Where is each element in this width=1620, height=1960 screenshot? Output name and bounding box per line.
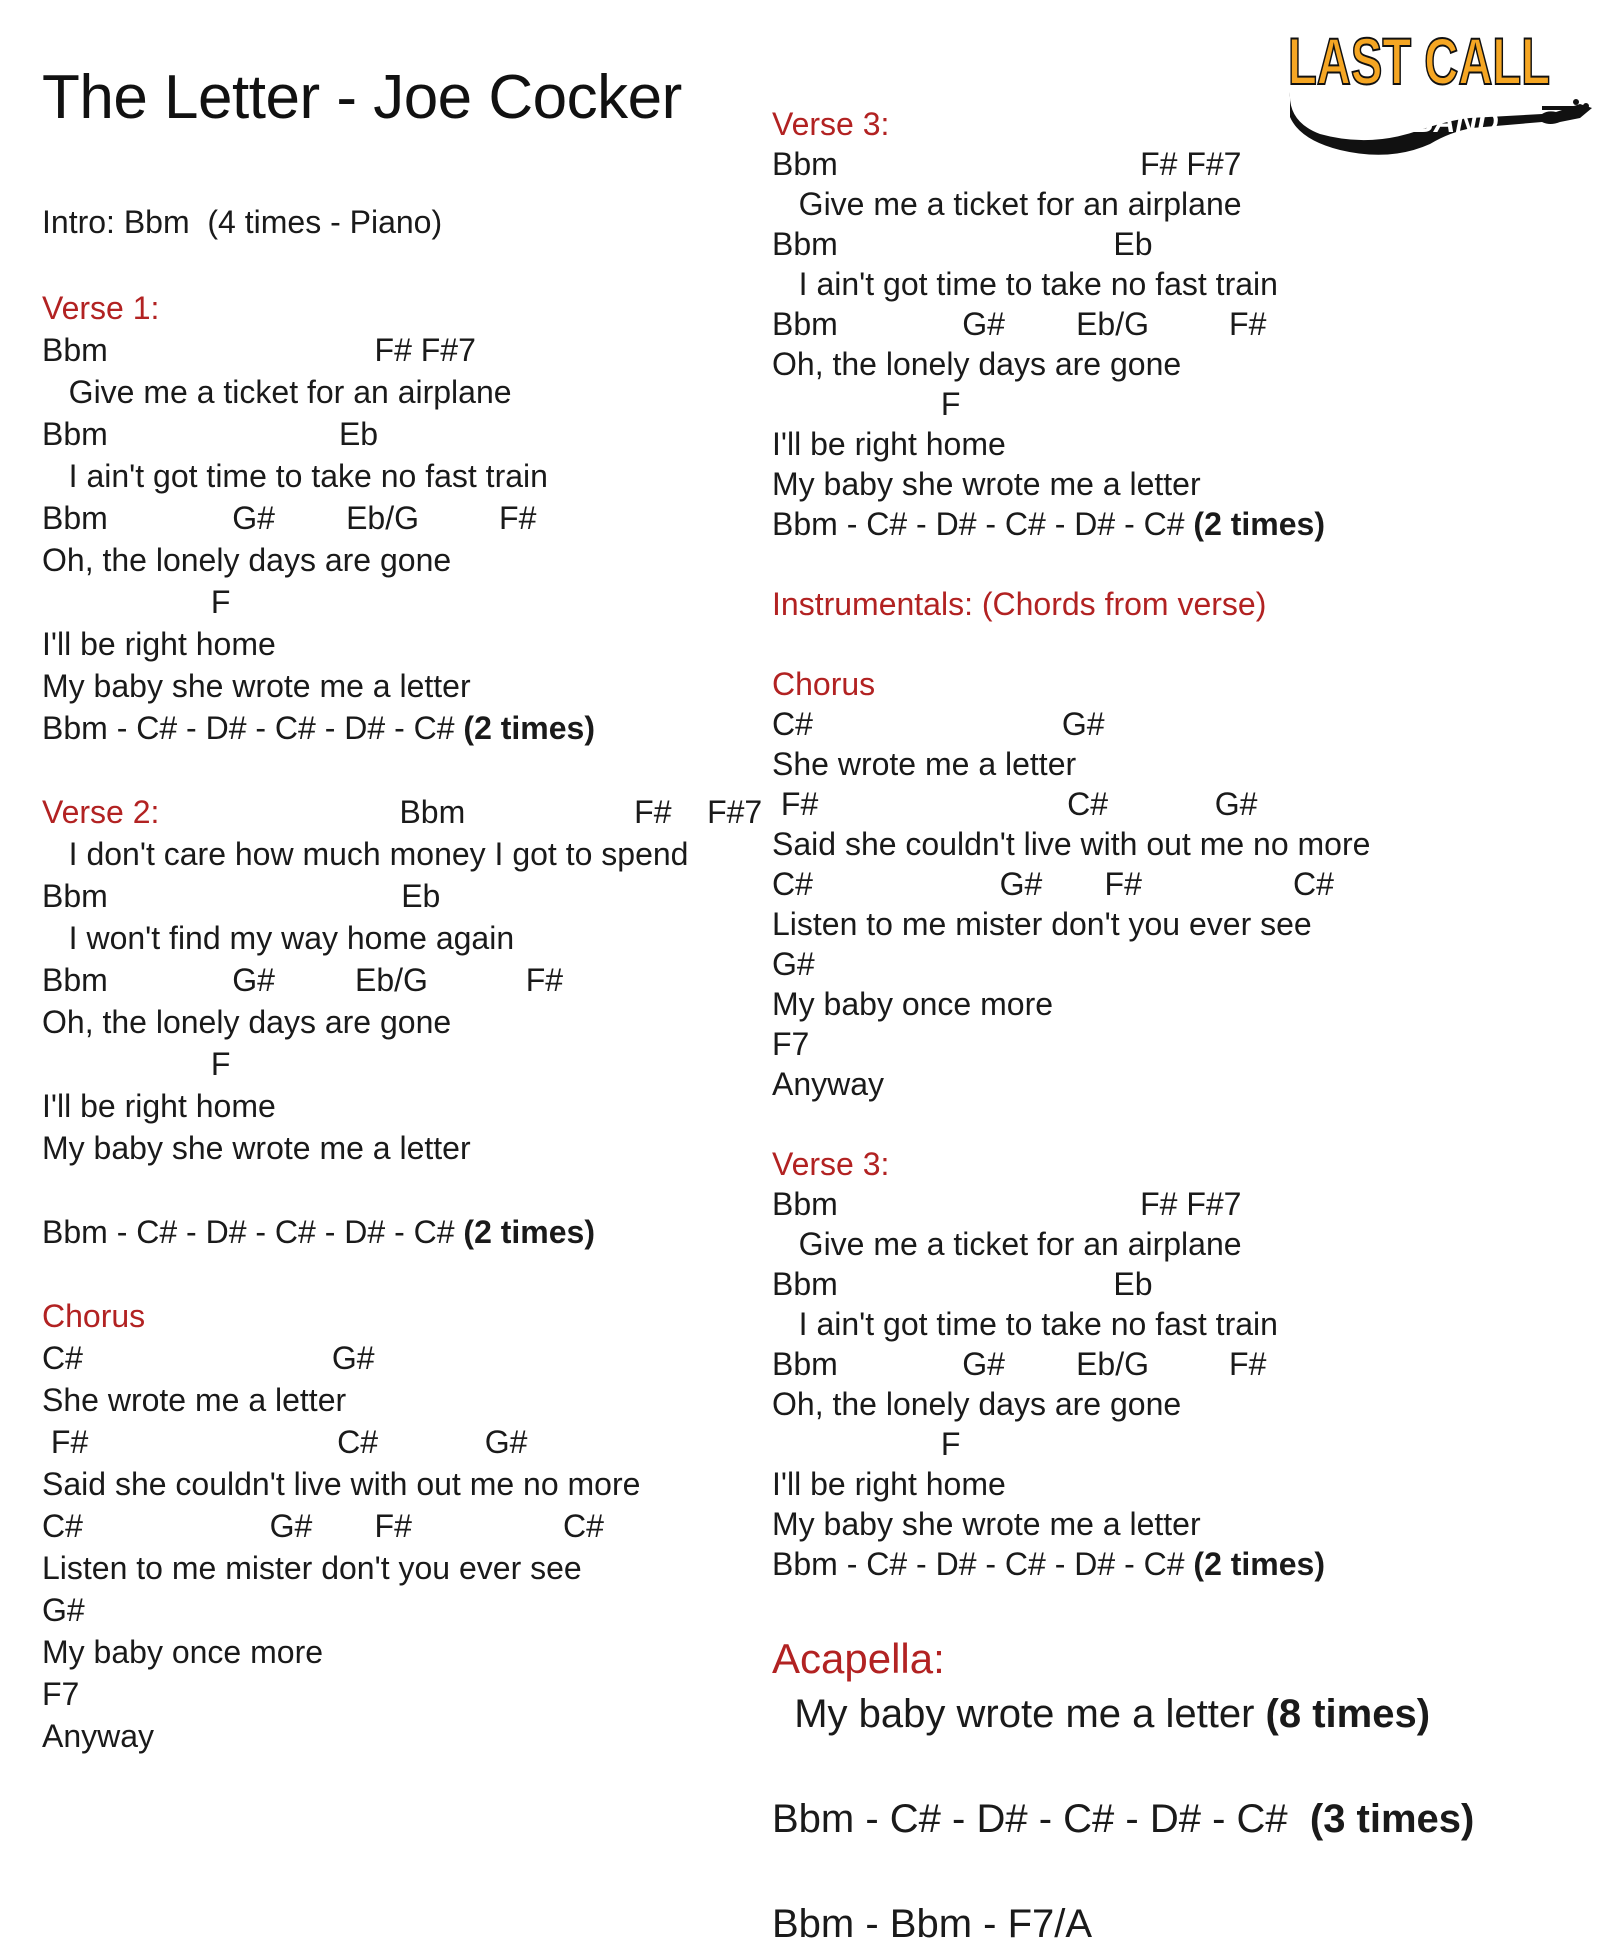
section-heading <box>772 1634 945 1684</box>
section-heading: Verse 2: <box>42 794 160 830</box>
section-heading <box>42 288 159 328</box>
line-text: Bbm - C# - D# - C# - D# - C# <box>772 1797 1310 1841</box>
line-text: My baby she wrote me a letter <box>772 1506 1201 1542</box>
line-text: Said she couldn't live with out me no more <box>42 1466 641 1502</box>
lyric-line <box>42 1506 604 1546</box>
line-text: F <box>772 1426 961 1462</box>
line-text: Bbm G# Eb/G F# <box>772 1346 1267 1382</box>
line-text: Bbm Eb <box>42 416 379 452</box>
lyric-line <box>772 144 1241 184</box>
line-text: My baby once more <box>772 986 1054 1022</box>
lyric-line <box>42 1674 79 1714</box>
line-text: C# G# <box>42 1340 375 1376</box>
line-text: My baby she wrote me a letter <box>42 668 471 704</box>
line-text: Bbm F# F#7 <box>772 1186 1242 1222</box>
lyric-line <box>42 202 442 242</box>
line-text: I'll be right home <box>42 1088 276 1124</box>
lyric-line <box>42 1002 451 1042</box>
lyric-line <box>42 834 688 874</box>
section-heading <box>772 104 889 144</box>
lyric-line <box>772 424 1006 464</box>
lyric-line <box>772 304 1266 344</box>
lyric-line <box>42 498 536 538</box>
line-text: My baby once more <box>42 1634 324 1670</box>
lyric-line <box>772 1544 1325 1584</box>
lyric-line <box>42 456 548 496</box>
lyric-line <box>772 784 1257 824</box>
lyric-line <box>42 1422 527 1462</box>
line-text: Bbm - C# - D# - C# - D# - C# <box>42 1214 464 1250</box>
line-text: Give me a ticket for an airplane <box>42 374 512 410</box>
line-text: F <box>42 1046 231 1082</box>
repeat-count: (2 times) <box>1193 506 1325 542</box>
lyric-line <box>772 1024 809 1064</box>
lyric-line <box>772 704 1105 744</box>
lyric-line <box>42 582 230 622</box>
lyric-line <box>772 864 1334 904</box>
line-text: Bbm - Bbm - F7/A <box>772 1902 1093 1946</box>
lyric-line <box>42 330 476 370</box>
lyric-line <box>772 1690 1430 1738</box>
section-heading <box>772 664 875 704</box>
line-text: Oh, the lonely days are gone <box>772 346 1182 382</box>
line-text: I ain't got time to take no fast train <box>772 266 1278 302</box>
line-text: Anyway <box>772 1066 885 1102</box>
line-text: My baby wrote me a letter <box>772 1692 1266 1736</box>
line-text: I'll be right home <box>772 1466 1006 1502</box>
lyric-line <box>772 1224 1242 1264</box>
chord-line: Bbm F# F#7 <box>159 794 763 830</box>
lyric-line <box>42 960 563 1000</box>
lyric-line <box>42 1128 471 1168</box>
line-text: C# G# F# C# <box>42 1508 604 1544</box>
line-text: She wrote me a letter <box>772 746 1077 782</box>
line-text: I ain't got time to take no fast train <box>772 1306 1278 1342</box>
line-text: F <box>772 386 961 422</box>
left-column <box>42 0 782 1960</box>
section-heading <box>772 1144 889 1184</box>
lyric-line <box>42 708 595 748</box>
line-text: She wrote me a letter <box>42 1382 347 1418</box>
lyric-line <box>772 1384 1181 1424</box>
lyric-line <box>42 1548 582 1588</box>
lyric-line <box>42 1464 640 1504</box>
lyric-line <box>772 1504 1201 1544</box>
page-title: The Letter - Joe Cocker <box>42 63 682 132</box>
lyric-line <box>42 918 514 958</box>
line-text: F7 <box>772 1026 810 1062</box>
line-text: My baby she wrote me a letter <box>772 466 1201 502</box>
section-heading <box>772 584 1266 624</box>
lyric-line <box>42 414 378 454</box>
line-text: Bbm G# Eb/G F# <box>42 500 537 536</box>
lyric-line <box>772 264 1278 304</box>
lyric-line <box>42 666 471 706</box>
line-text: Anyway <box>42 1718 155 1754</box>
line-text: Bbm - C# - D# - C# - D# - C# <box>42 710 464 746</box>
line-text: I don't care how much money I got to spend <box>42 836 689 872</box>
line-text: Verse 1: <box>42 290 160 326</box>
lyric-line <box>772 464 1201 504</box>
line-text: My baby she wrote me a letter <box>42 1130 471 1166</box>
line-text: Said she couldn't live with out me no more <box>772 826 1371 862</box>
repeat-count: (8 times) <box>1265 1692 1431 1736</box>
lyric-line <box>772 504 1325 544</box>
line-text: C# G# <box>772 706 1105 742</box>
line-text: Bbm F# F#7 <box>42 332 476 368</box>
right-column <box>772 0 1512 1960</box>
line-text: Instrumentals: (Chords from verse) <box>772 586 1267 622</box>
line-text: Bbm G# Eb/G F# <box>772 306 1267 342</box>
lyric-line <box>772 1900 1092 1948</box>
line-text: I ain't got time to take no fast train <box>42 458 548 494</box>
lyric-line <box>772 224 1153 264</box>
line-text: F# C# G# <box>772 786 1258 822</box>
line-text: Bbm Eb <box>772 1266 1153 1302</box>
lyric-line <box>42 1086 276 1126</box>
lyric-line <box>42 372 512 412</box>
line-text: Intro: Bbm (4 times - Piano) <box>42 204 443 240</box>
line-text: G# <box>42 1592 85 1628</box>
line-text: Verse 3: <box>772 106 890 142</box>
lyric-line <box>772 1184 1241 1224</box>
repeat-count: (2 times) <box>1193 1546 1325 1582</box>
lyric-line <box>772 1264 1153 1304</box>
line-text: Bbm G# Eb/G F# <box>42 962 564 998</box>
line-text: F7 <box>42 1676 80 1712</box>
lyric-line <box>42 1044 230 1084</box>
line-text: Bbm Eb <box>42 878 441 914</box>
lyric-line <box>772 184 1242 224</box>
lyric-line <box>42 1590 85 1630</box>
line-text: Listen to me mister don't you ever see <box>42 1550 582 1586</box>
lyric-line <box>42 876 440 916</box>
section-heading <box>42 1296 145 1336</box>
lyric-line <box>772 1795 1474 1843</box>
repeat-count: (2 times) <box>463 710 595 746</box>
lyric-line <box>772 344 1181 384</box>
svg-text:BAND: BAND <box>1412 106 1499 139</box>
lyric-line <box>42 540 451 580</box>
line-text: G# <box>772 946 815 982</box>
lyric-line <box>772 1424 960 1464</box>
line-text: C# G# F# C# <box>772 866 1334 902</box>
line-text: Give me a ticket for an airplane <box>772 1226 1242 1262</box>
line-text: Bbm - C# - D# - C# - D# - C# <box>772 506 1194 542</box>
line-text: Chorus <box>772 666 876 702</box>
lyric-line <box>772 944 815 984</box>
lyric-line <box>772 984 1053 1024</box>
line-text: I won't find my way home again <box>42 920 515 956</box>
lyric-line <box>42 1338 375 1378</box>
line-text: Bbm Eb <box>772 226 1153 262</box>
line-text: Oh, the lonely days are gone <box>42 1004 452 1040</box>
line-text: I'll be right home <box>42 626 276 662</box>
repeat-count: (2 times) <box>463 1214 595 1250</box>
svg-text:LAST CALL: LAST CALL <box>1288 24 1550 98</box>
lyric-line <box>42 1632 323 1672</box>
lyric-line <box>772 904 1312 944</box>
lyric-line <box>42 792 762 832</box>
line-text: F# C# G# <box>42 1424 528 1460</box>
lyric-line <box>772 1304 1278 1344</box>
line-text: Bbm - C# - D# - C# - D# - C# <box>772 1546 1194 1582</box>
repeat-count: (3 times) <box>1309 1797 1475 1841</box>
line-text: Bbm F# F#7 <box>772 146 1242 182</box>
line-text: Listen to me mister don't you ever see <box>772 906 1312 942</box>
lyric-line <box>42 1380 346 1420</box>
line-text: Oh, the lonely days are gone <box>772 1386 1182 1422</box>
line-text: Verse 3: <box>772 1146 890 1182</box>
lyric-line <box>42 1716 154 1756</box>
lyric-line <box>772 1064 884 1104</box>
lyric-line <box>772 1464 1006 1504</box>
lyric-line <box>772 384 960 424</box>
line-text: Give me a ticket for an airplane <box>772 186 1242 222</box>
lyric-line <box>772 744 1076 784</box>
line-text: F <box>42 584 231 620</box>
lyric-line <box>772 1344 1266 1384</box>
lyric-line <box>42 624 276 664</box>
lyric-line <box>42 1212 595 1252</box>
line-text: Chorus <box>42 1298 146 1334</box>
line-text: Oh, the lonely days are gone <box>42 542 452 578</box>
lyric-line <box>772 824 1370 864</box>
line-text: I'll be right home <box>772 426 1006 462</box>
line-text: Acapella: <box>772 1635 945 1682</box>
